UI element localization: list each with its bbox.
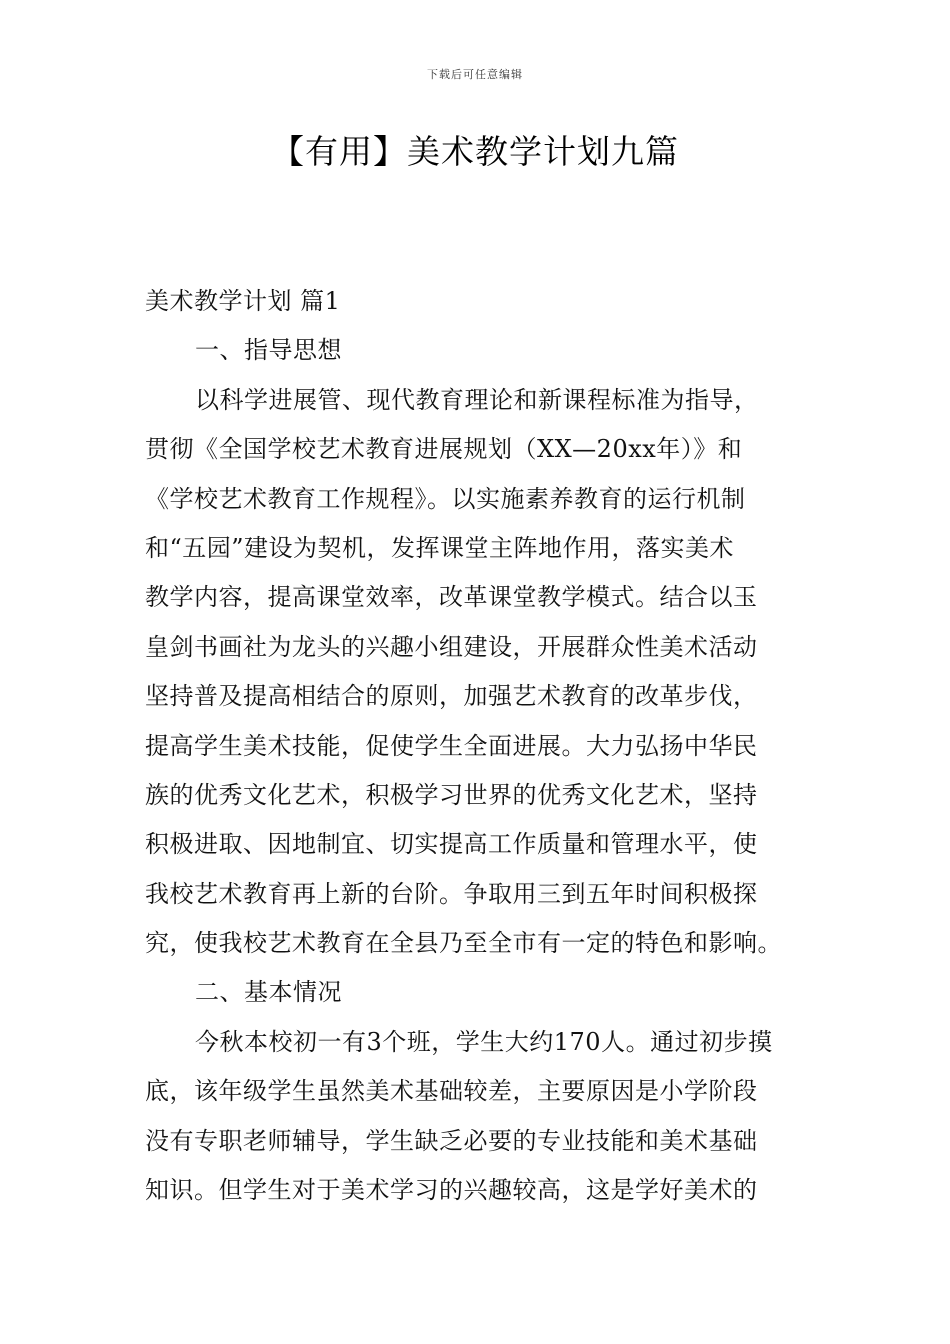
paragraph-line: 知识。但学生对于美术学习的兴趣较高，这是学好美术的 xyxy=(145,1176,758,1205)
paragraph-line: 和“五园”建设为契机，发挥课堂主阵地作用，落实美术 xyxy=(145,533,735,562)
paragraph-line: 我校艺术教育再上新的台阶。争取用三到五年时间积极探 xyxy=(145,879,758,908)
paragraph-line: 《学校艺术教育工作规程》。以实施素养教育的运行机制 xyxy=(145,484,746,513)
header-note: 下载后可任意编辑 xyxy=(427,68,523,81)
document-body xyxy=(145,277,809,1215)
paragraph-line: 究，使我校艺术教育在全县乃至全市有一定的特色和影响。 xyxy=(145,929,782,958)
paragraph-line: 皇剑书画社为龙头的兴趣小组建设，开展群众性美术活动 xyxy=(145,632,758,661)
section-heading: 美术教学计划 篇1 xyxy=(145,287,341,315)
subheading-guiding-ideology: 一、指导思想 xyxy=(195,336,342,365)
paragraph-line: 坚持普及提高相结合的原则，加强艺术教育的改革步伐， xyxy=(145,682,758,711)
paragraph-line: 教学内容，提高课堂效率，改革课堂教学模式。结合以玉 xyxy=(145,583,758,612)
subheading-basic-situation: 二、基本情况 xyxy=(195,978,342,1007)
paragraph-line: 积极进取、因地制宜、切实提高工作质量和管理水平，使 xyxy=(145,830,758,859)
paragraph-line: 今秋本校初一有3个班，学生大约170人。通过初步摸 xyxy=(195,1027,773,1056)
paragraph-line: 族的优秀文化艺术，积极学习世界的优秀文化艺术，坚持 xyxy=(145,780,758,809)
paragraph-line: 底，该年级学生虽然美术基础较差，主要原因是小学阶段 xyxy=(145,1077,758,1106)
paragraph-line: 没有专职老师辅导，学生缺乏必要的专业技能和美术基础 xyxy=(145,1126,758,1155)
paragraph-line: 以科学进展管、现代教育理论和新课程标准为指导， xyxy=(195,385,759,414)
document-title: 【有用】美术教学计划九篇 xyxy=(271,132,679,171)
paragraph-line: 提高学生美术技能，促使学生全面进展。大力弘扬中华民 xyxy=(145,731,758,760)
paragraph-line: 贯彻《全国学校艺术教育进展规划（XX—20xx年）》和 xyxy=(145,435,743,464)
